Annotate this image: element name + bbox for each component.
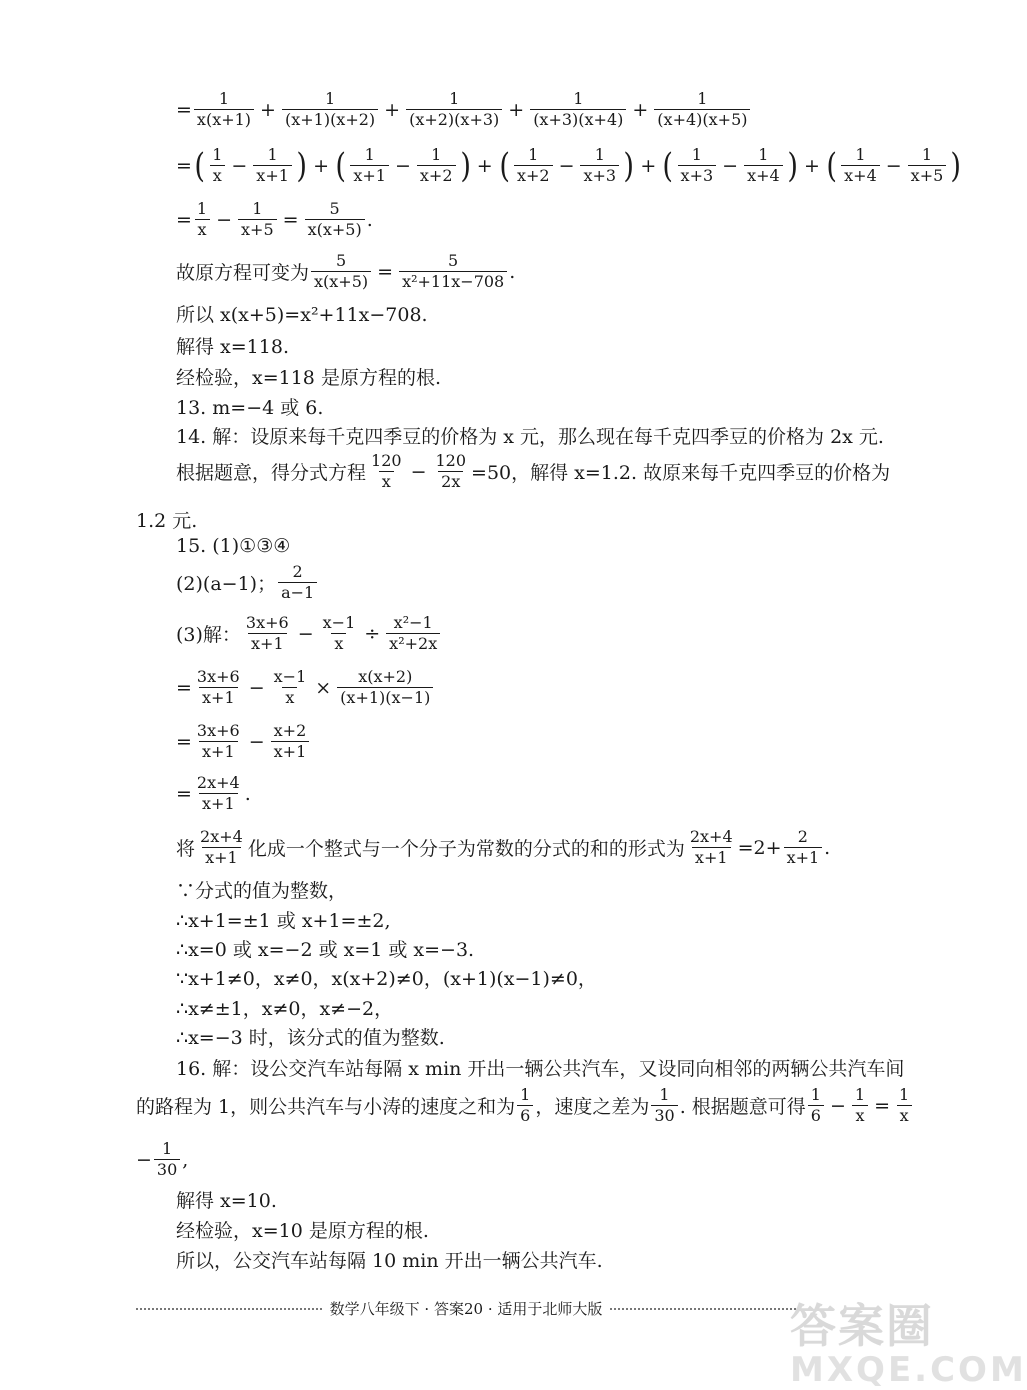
page-footer: [136, 1298, 796, 1319]
text-line: ∵x+1≠0，x≠0，x(x+2)≠0，(x+1)(x−1)≠0，: [176, 968, 597, 990]
text-line: 16. 解：设公交汽车站每隔 x min 开出一辆公共汽车，又设同向相邻的两辆公共汽车间: [176, 1058, 905, 1080]
fraction: $\frac{2x+4}{x+1}$: [689, 827, 733, 868]
fraction: $\frac{2}{x+1}$: [784, 828, 823, 868]
fraction: $\frac{\text{x²−1}}{\text{x²+2x}}$: [386, 614, 440, 654]
equation-line-1: = $\frac{1}{x(x+1)}$ + $\frac{1}{(x+1)(x+2)}$ + $\frac{1}{(x+2)(x+3)}$ + $\frac{1}{(x+3)(x+4)}$ + $\frac{1}{(x+4)(x+5)}$: [176, 90, 752, 130]
fraction: $\frac{1}{x+4}$: [841, 146, 880, 186]
equation-line-3: = $\frac{1}{x}$ − $\frac{1}{x+5}$ = $\frac{5}{x(x+5)}$ .: [176, 199, 373, 240]
fraction: $\frac{1}{x+5}$: [908, 146, 947, 186]
fraction: $\frac{1}{x}$: [896, 1086, 912, 1126]
equation-line-14: (3)解： $\frac{3x+6}{x+1}$ − $\frac{x-1}{x}$ ÷ $\frac{\text{x²−1}}{\text{x²+2x}}$: [176, 614, 442, 654]
fraction: $\frac{1}{(x+1)(x+2)}$: [282, 90, 378, 130]
fraction: $\frac{1}{(x+3)(x+4)}$: [530, 90, 626, 130]
text-line: 所以，公交汽车站每隔 10 min 开出一辆公共汽车.: [176, 1250, 603, 1272]
text-line: ∴x≠±1，x≠0，x≠−2，: [176, 998, 394, 1020]
fraction: $\frac{5}{\text{x²+11x−708}}$: [399, 252, 507, 292]
fraction: $\frac{1}{x(x+1)}$: [194, 90, 254, 130]
fraction: $\frac{1}{x+2}$: [514, 146, 553, 186]
fraction: $\frac{1}{30}$: [154, 1140, 180, 1180]
text-line: 所以 x(x+5)=x²+11x−708.: [176, 304, 428, 326]
fraction: $\frac{2x+4}{x+1}$: [200, 827, 243, 868]
fraction: $\frac{1}{x+5}$: [238, 200, 277, 240]
footer-text: 数学八年级下 · 答案20 · 适用于北师大版: [329, 1300, 603, 1318]
text-line: ∴x+1=±1 或 x+1=±2,: [176, 910, 391, 932]
fraction: $\frac{120}{2x}$: [435, 451, 467, 492]
equation-line-10: 根据题意，得分式方程 $\frac{120}{x}$ − $\frac{120}{2x}$ =50，解得 x=1.2. 故原来每千克四季豆的价格为: [176, 451, 891, 492]
equation-line-26: 的路程为 1，则公共汽车与小涛的速度之和为 $\frac{1}{6}$ ，速度之差为 $\frac{1}{30}$ . 根据题意可得 $\frac{1}{6}$ − $\frac{1}{x}$ = $\frac{1}{x}$: [136, 1086, 914, 1126]
text-line: 经检验，x=10 是原方程的根.: [176, 1220, 429, 1242]
equation-line-15: = $\frac{3x+6}{x+1}$ − $\frac{x-1}{x}$ × $\frac{x(x+2)}{(x+1)(x-1)}$: [176, 668, 435, 708]
equation-line-4: 故原方程可变为 $\frac{5}{x(x+5)}$ = $\frac{5}{\text{x²+11x−708}}$ .: [176, 251, 516, 292]
watermark-logo: [790, 1290, 1027, 1390]
fraction: $\frac{1}{x+4}$: [744, 146, 783, 186]
equation-line-17: = $\frac{2x+4}{x+1}$ .: [176, 773, 251, 814]
text-line: 14. 解：设原来每千克四季豆的价格为 x 元，那么现在每千克四季豆的价格为 2x 元.: [176, 426, 884, 448]
text-line: 1.2 元.: [136, 510, 198, 532]
fraction: $\frac{5}{x(x+5)}$: [305, 200, 365, 240]
fraction: $\frac{1}{6}$: [517, 1086, 533, 1126]
fraction: $\frac{1}{x+3}$: [678, 146, 717, 186]
fraction: $\frac{1}{x}$: [194, 200, 210, 240]
text-line: ∵分式的值为整数，: [176, 880, 348, 902]
equation-line-27: − $\frac{1}{30}$ ,: [136, 1139, 189, 1180]
fraction: $\frac{1}{x+3}$: [580, 146, 619, 186]
fraction: $\frac{1}{30}$: [651, 1086, 677, 1126]
text-line: 经检验，x=118 是原方程的根.: [176, 367, 441, 389]
fraction: $\frac{x(x+2)}{(x+1)(x-1)}$: [337, 668, 433, 708]
equation-line-18: 将 $\frac{2x+4}{x+1}$ 化成一个整式与一个分子为常数的分式的和的形式为 $\frac{2x+4}{x+1}$ =2+ $\frac{2}{x+1}$ .: [176, 827, 831, 868]
fraction: $\frac{2}{a-1}$: [278, 563, 317, 603]
fraction: $\frac{3x+6}{x+1}$: [196, 721, 240, 762]
fraction: $\frac{2x+4}{x+1}$: [196, 773, 240, 814]
text-line: ∴x=0 或 x=−2 或 x=1 或 x=−3.: [176, 939, 475, 961]
fraction: $\frac{1}{x}$: [209, 146, 225, 186]
equation-line-13: (2)(a−1)； $\frac{2}{a-1}$: [176, 563, 319, 603]
fraction: $\frac{1}{6}$: [808, 1086, 824, 1126]
fraction: $\frac{x+2}{x+1}$: [271, 722, 310, 762]
fraction: $\frac{x-1}{x}$: [273, 667, 307, 708]
text-line: 解得 x=10.: [176, 1190, 277, 1212]
text-line: ∴x=−3 时，该分式的值为整数.: [176, 1027, 445, 1049]
text: 故原方程可变为: [176, 262, 310, 285]
fraction: $\frac{120}{x}$: [371, 451, 402, 492]
fraction: $\frac{5}{x(x+5)}$: [311, 252, 371, 292]
footer-divider: [610, 1308, 796, 1310]
fraction: $\frac{3x+6}{x+1}$: [245, 613, 289, 654]
footer-divider: [136, 1308, 322, 1310]
fraction: $\frac{x-1}{x}$: [322, 613, 356, 654]
equation-line-2: = ( $\frac{1}{x}$ − $\frac{1}{x+1}$ ) + ( $\frac{1}{x+1}$ − $\frac{1}{x+2}$ ) + ( $\frac{1}{x+2}$ − $\frac{1}{x+3}$ ) + ( $\frac{1}{x+3}$ − $\frac{1}{x+4}$ ) + ( $\frac{1}{x+4}$ − $\frac{1}{x+5}$ ): [176, 145, 962, 186]
fraction: $\frac{1}{x}$: [852, 1086, 868, 1126]
fraction: $\frac{1}{(x+4)(x+5)}$: [654, 90, 750, 130]
fraction: $\frac{1}{(x+2)(x+3)}$: [406, 90, 502, 130]
fraction: $\frac{1}{x+1}$: [253, 146, 292, 186]
fraction: $\frac{1}{x+2}$: [417, 146, 456, 186]
equals-sign: =: [176, 98, 192, 121]
fraction: $\frac{3x+6}{x+1}$: [196, 667, 240, 708]
equation-line-16: = $\frac{3x+6}{x+1}$ − $\frac{x+2}{x+1}$: [176, 722, 311, 762]
text-line: 13. m=−4 或 6.: [176, 397, 324, 419]
text-line: 15. (1)①③④: [176, 535, 291, 557]
watermark-bottom-text: MXQE.COM: [790, 1350, 1027, 1390]
text-line: 解得 x=118.: [176, 336, 289, 358]
watermark-top-text: 答案圈: [790, 1299, 934, 1353]
fraction: $\frac{1}{x+1}$: [350, 146, 389, 186]
